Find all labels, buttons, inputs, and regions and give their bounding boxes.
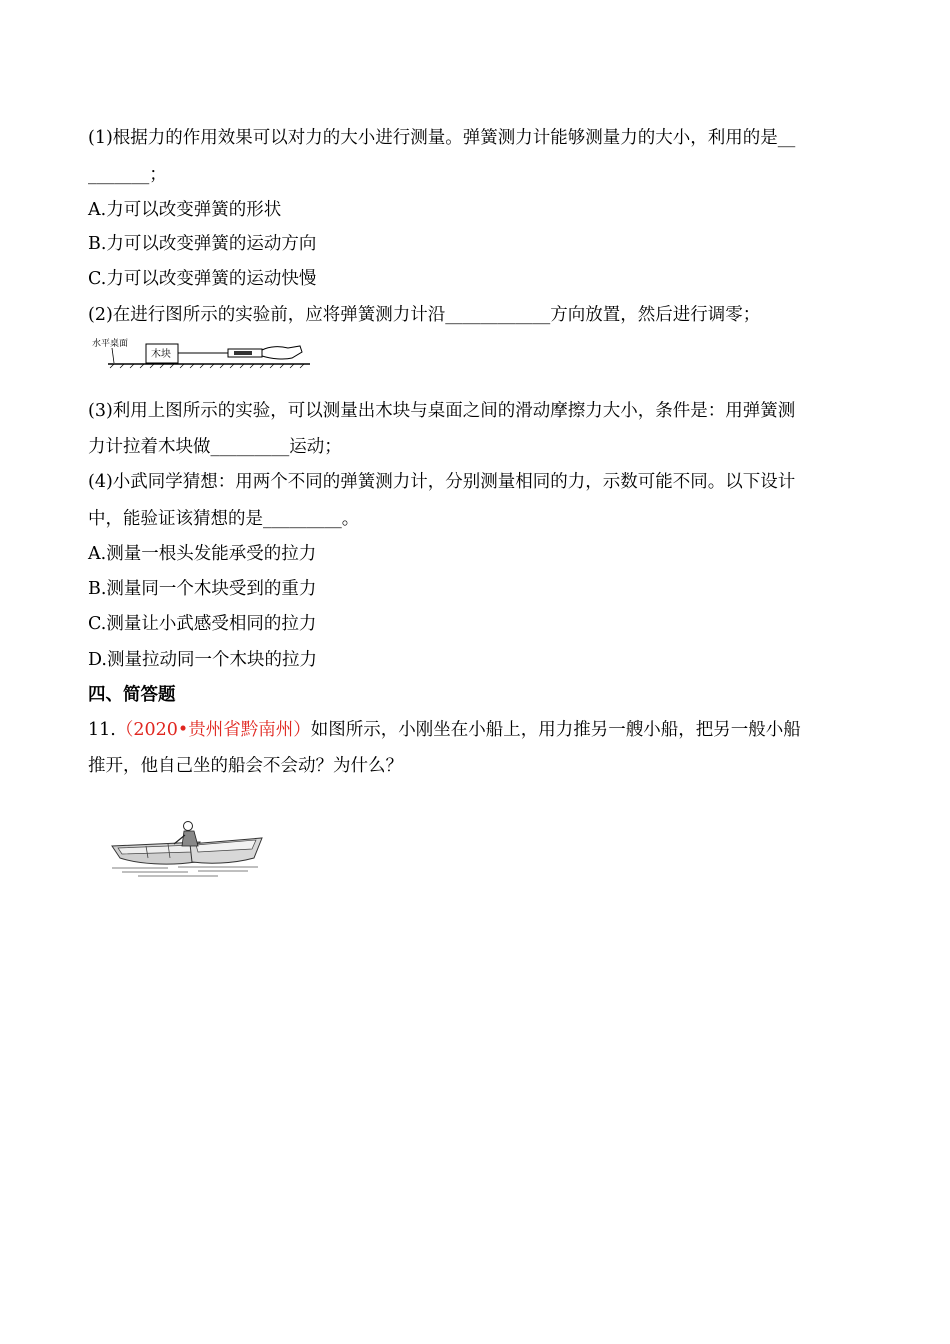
q10-part3-line2: 力计拉着木块做_________运动；	[88, 437, 342, 457]
q11-line2: 推开，他自己坐的船会不会动？为什么？	[88, 756, 403, 776]
boats-figure	[108, 818, 266, 880]
q10-part4-option-d: D.测量拉动同一个木块的拉力	[88, 650, 317, 670]
q10-part1-line1: (1)根据力的作用效果可以对力的大小进行测量。弹簧测力计能够测量力的大小，利用的是__	[88, 128, 796, 148]
q10-part2: (2)在进行图所示的实验前，应将弹簧测力计沿____________方向放置，然后进行调零；	[88, 305, 761, 325]
section-heading: 四、简答题	[88, 685, 176, 705]
spring-scale-indicator	[234, 351, 252, 355]
q10-part4-line1: (4)小武同学猜想：用两个不同的弹簧测力计，分别测量相同的力，示数可能不同。以下设计	[88, 472, 796, 492]
q10-part4-option-a: A.测量一根头发能承受的拉力	[88, 544, 317, 564]
q11-source: （2020•贵州省黔南州）	[115, 720, 311, 740]
hand-icon	[262, 346, 302, 359]
figure-label-surface: 水平桌面	[92, 339, 129, 349]
label-pointer	[112, 348, 114, 363]
spring-scale-experiment-figure	[88, 336, 313, 370]
q10-part1-line2: _______；	[88, 165, 167, 185]
q11-number: 11.	[88, 720, 116, 740]
q10-part1-option-a: A.力可以改变弹簧的形状	[88, 200, 282, 220]
person-head	[184, 822, 193, 831]
water-lines	[112, 867, 258, 876]
q10-part4-option-c: C.测量让小武感受相同的拉力	[88, 614, 317, 634]
q11-line1	[88, 718, 801, 742]
person-body	[182, 831, 198, 846]
q11-text: 如图所示，小刚坐在小船上，用力推另一艘小船，把另一般小船	[310, 720, 801, 740]
q10-part4-option-b: B.测量同一个木块受到的重力	[88, 579, 317, 599]
q10-part4-line2: 中，能验证该猜想的是_________。	[88, 509, 360, 529]
q10-part1-option-b: B.力可以改变弹簧的运动方向	[88, 234, 317, 254]
q10-part1-option-c: C.力可以改变弹簧的运动快慢	[88, 269, 317, 289]
q10-part3-line1: (3)利用上图所示的实验，可以测量出木块与桌面之间的滑动摩擦力大小，条件是：用弹簧测	[88, 401, 796, 421]
figure-label-block: 木块	[151, 349, 171, 360]
